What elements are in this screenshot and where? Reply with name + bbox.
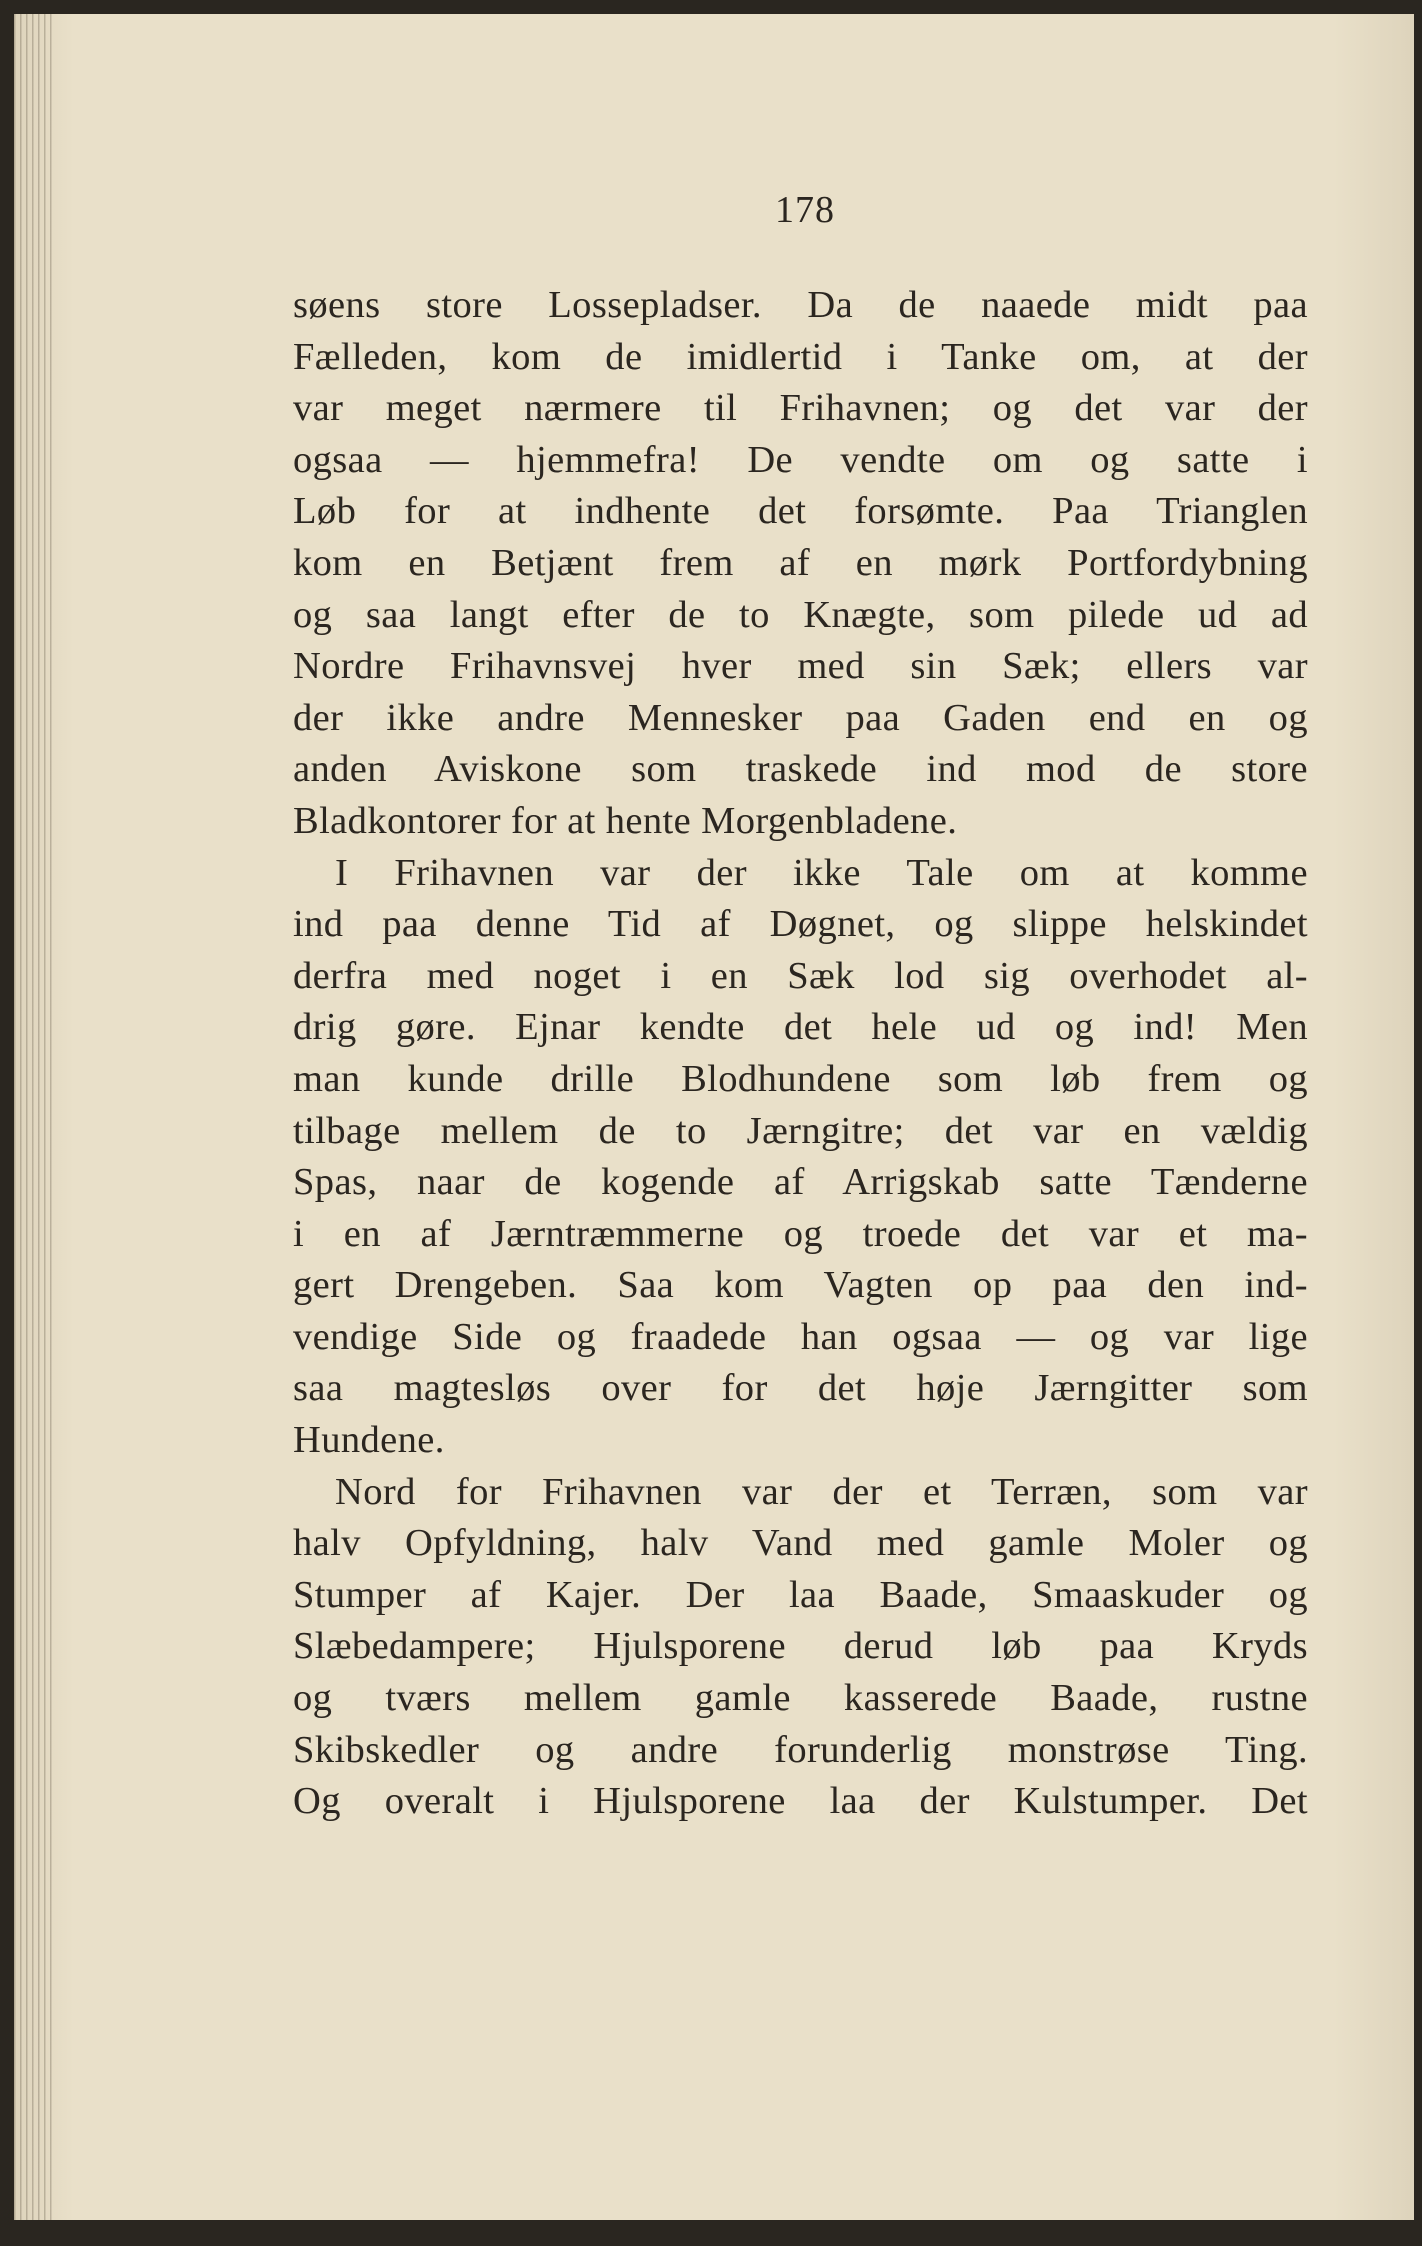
text-line: søens store Lossepladser. Da de naaede midt paa [293,284,1308,326]
text-line: gert Drengeben. Saa kom Vagten op paa den ind- [293,1264,1308,1307]
text-line: Bladkontorer for at hente Morgenbladene. [293,799,958,842]
text-line: var meget nærmere til Frihavnen; og det var der [293,387,1308,430]
text-line: saa magtesløs over for det høje Jærngitter som [293,1367,1308,1410]
text-line: halv Opfyldning, halv Vand med gamle Moler og [293,1522,1308,1565]
body-text [293,280,1308,1828]
binding-gutter [14,14,54,2220]
text-line: ind paa denne Tid af Døgnet, og slippe helskindet [293,903,1308,946]
text-line: derfra med noget i en Sæk lod sig overhodet al- [293,954,1308,997]
text-line: Løb for at indhente det forsømte. Paa Trianglen [293,490,1308,533]
text-line: Spas, naar de kogende af Arrigskab satte Tænderne [293,1161,1308,1204]
text-line: Skibskedler og andre forunderlig monstrøse Ting. [293,1728,1308,1771]
page-number: 178 [775,189,835,231]
text-line: Fælleden, kom de imidlertid i Tanke om, at der [293,335,1308,378]
text-line: og tværs mellem gamle kasserede Baade, rustne [293,1677,1308,1720]
text-line: man kunde drille Blodhundene som løb frem og [293,1057,1308,1100]
text-line: vendige Side og fraadede han ogsaa — og var lige [293,1315,1308,1358]
text-line: anden Aviskone som traskede ind mod de store [293,748,1308,791]
text-line: I Frihavnen var der ikke Tale om at komme [335,851,1308,894]
text-line: der ikke andre Mennesker paa Gaden end en og [293,696,1308,739]
text-line: tilbage mellem de to Jærngitre; det var en vældig [293,1109,1308,1152]
text-line: Hundene. [293,1419,445,1462]
text-line: kom en Betjænt frem af en mørk Portfordybning [293,541,1308,584]
text-line: Nordre Frihavnsvej hver med sin Sæk; ellers var [293,645,1308,688]
text-line: drig gøre. Ejnar kendte det hele ud og ind! Men [293,1006,1308,1049]
text-line: Nord for Frihavnen var der et Terræn, som var [335,1470,1308,1513]
text-line: Stumper af Kajer. Der laa Baade, Smaaskuder og [293,1573,1308,1616]
text-line: og saa langt efter de to Knægte, som pilede ud ad [293,593,1308,636]
text-line: ogsaa — hjemmefra! De vendte om og satte i [293,438,1308,481]
text-line: Og overalt i Hjulsporene laa der Kulstumper. Det [293,1780,1308,1823]
text-line: Slæbedampere; Hjulsporene derud løb paa Kryds [293,1625,1308,1668]
text-line: i en af Jærntræmmerne og troede det var et ma- [293,1212,1308,1255]
